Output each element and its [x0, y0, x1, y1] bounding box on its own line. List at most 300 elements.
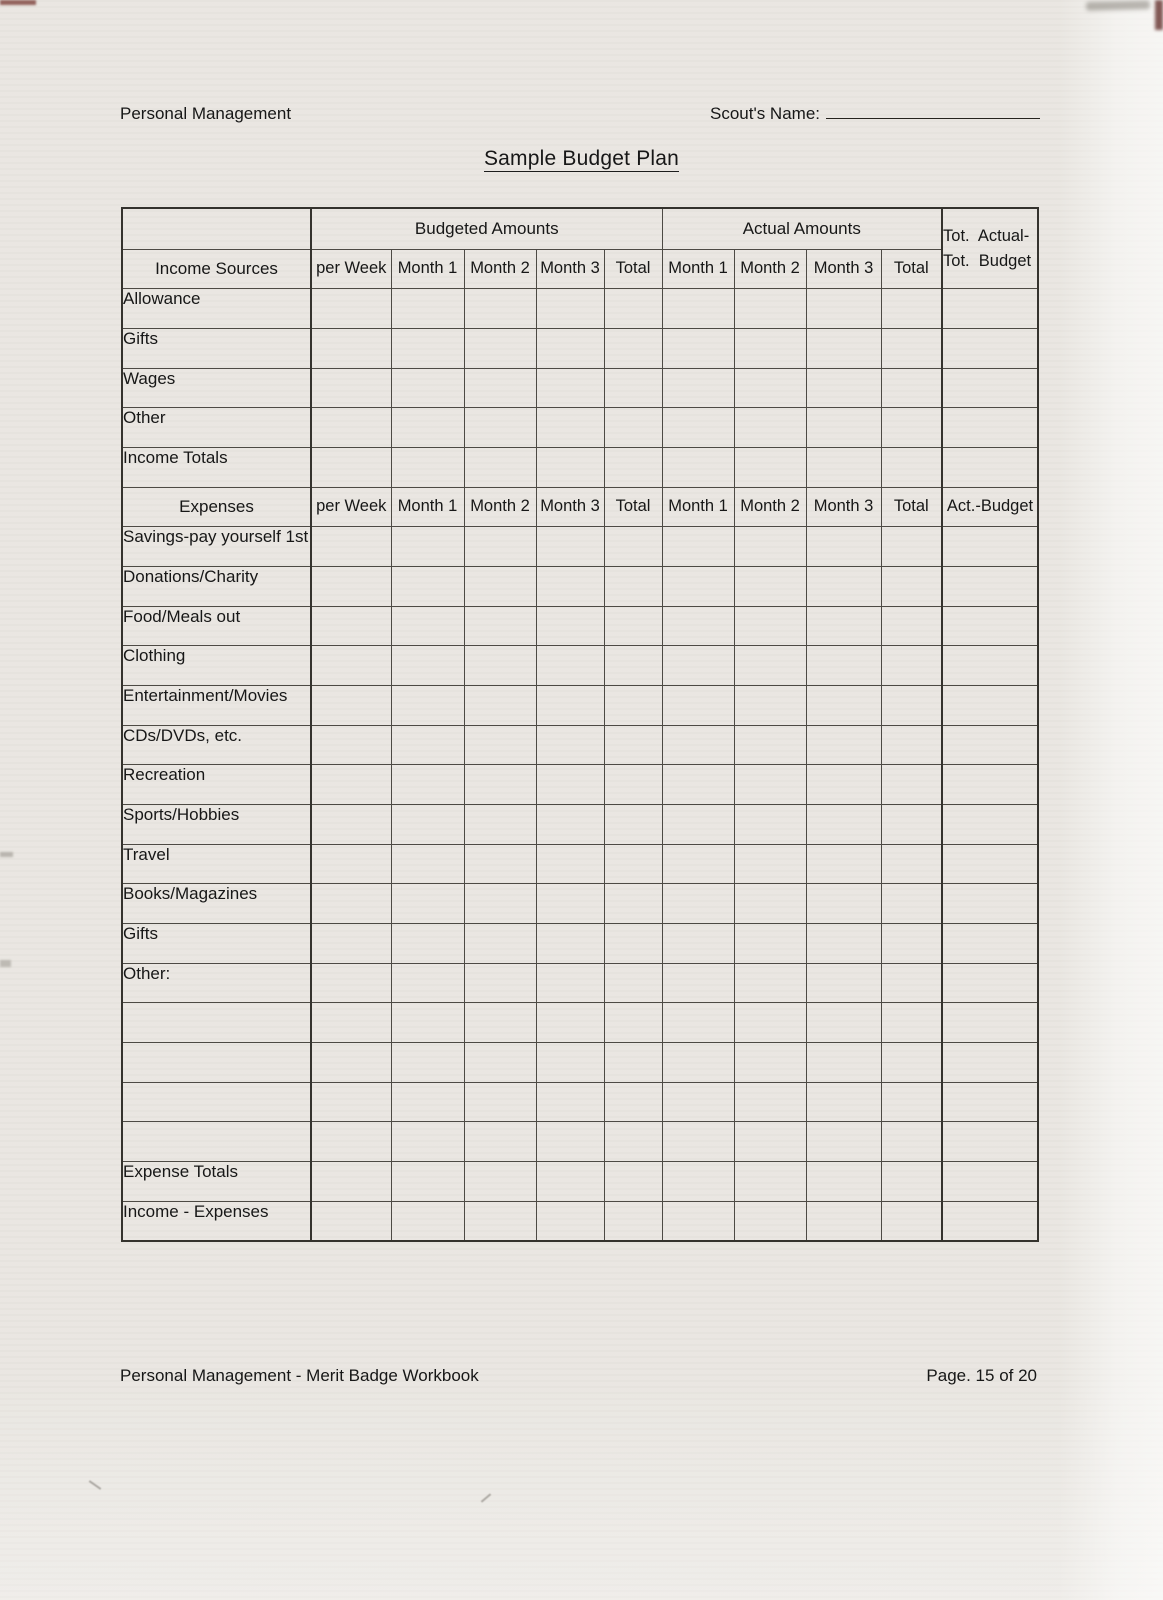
- grid-cell: [734, 1201, 806, 1241]
- row-label: Clothing: [122, 646, 311, 686]
- column-header: Total: [604, 249, 662, 289]
- grid-cell: [881, 368, 942, 408]
- grid-cell: [662, 765, 734, 805]
- doc-header-left: Personal Management: [120, 104, 292, 123]
- grid-cell: [536, 725, 604, 765]
- grid-cell: [536, 765, 604, 805]
- grid-cell: [662, 923, 734, 963]
- grid-cell: [391, 606, 464, 646]
- expense-row: [122, 963, 1038, 1003]
- grid-cell: [734, 328, 806, 368]
- grid-cell: [604, 1082, 662, 1122]
- doc-footer: [120, 1366, 1037, 1386]
- expense-row: [122, 884, 1038, 924]
- grid-cell: [536, 1003, 604, 1043]
- grid-cell: [391, 725, 464, 765]
- income-row: [122, 368, 1038, 408]
- grid-cell: [604, 1201, 662, 1241]
- scout-name-blank-line: [826, 105, 1040, 119]
- grid-cell: [464, 566, 536, 606]
- row-label-empty: [122, 1003, 311, 1043]
- grid-cell: [662, 804, 734, 844]
- grid-cell: [604, 685, 662, 725]
- grid-cell: [604, 1003, 662, 1043]
- diff-column-header: [942, 208, 1038, 289]
- income-row: [122, 408, 1038, 448]
- grid-cell: [942, 725, 1038, 765]
- group-header-budgeted: Budgeted Amounts: [311, 208, 662, 249]
- grid-cell: [464, 685, 536, 725]
- grid-cell: [881, 289, 942, 329]
- grid-cell: [662, 1042, 734, 1082]
- grid-cell: [734, 963, 806, 1003]
- grid-cell: [536, 368, 604, 408]
- grid-cell: [391, 566, 464, 606]
- grid-cell: [942, 566, 1038, 606]
- grid-cell: [734, 884, 806, 924]
- income-sources-header: Income Sources: [122, 249, 311, 289]
- grid-cell: [806, 804, 881, 844]
- column-header: Month 3: [806, 487, 881, 527]
- grid-cell: [604, 646, 662, 686]
- column-header: Month 1: [391, 487, 464, 527]
- row-label: Savings-pay yourself 1st: [122, 527, 311, 567]
- grid-cell: [536, 408, 604, 448]
- grid-cell: [881, 765, 942, 805]
- grid-cell: [662, 368, 734, 408]
- grid-cell: [662, 963, 734, 1003]
- grid-cell: [734, 804, 806, 844]
- grid-cell: [881, 606, 942, 646]
- grid-cell: [464, 606, 536, 646]
- grid-cell: [536, 884, 604, 924]
- grid-cell: [734, 646, 806, 686]
- corner-cell: [122, 208, 311, 249]
- budget-table: [121, 207, 1039, 1242]
- grid-cell: [464, 447, 536, 487]
- grid-cell: [536, 1122, 604, 1162]
- row-label: Entertainment/Movies: [122, 685, 311, 725]
- grid-cell: [464, 1042, 536, 1082]
- scan-mark-left-edge: [0, 960, 11, 967]
- column-header: Month 3: [536, 487, 604, 527]
- grid-cell: [464, 844, 536, 884]
- grid-cell: [311, 844, 391, 884]
- grid-cell: [464, 804, 536, 844]
- grid-cell: [662, 1201, 734, 1241]
- grid-cell: [536, 566, 604, 606]
- expense-row: [122, 606, 1038, 646]
- grid-cell: [942, 328, 1038, 368]
- grid-cell: [604, 1122, 662, 1162]
- grid-cell: [464, 884, 536, 924]
- grid-cell: [464, 646, 536, 686]
- footer-right: Page. 15 of 20: [926, 1366, 1037, 1385]
- grid-cell: [942, 527, 1038, 567]
- grid-cell: [881, 1082, 942, 1122]
- row-label-empty: [122, 1042, 311, 1082]
- grid-cell: [662, 685, 734, 725]
- grid-cell: [942, 289, 1038, 329]
- grid-cell: [464, 1082, 536, 1122]
- grid-cell: [391, 923, 464, 963]
- grid-cell: [311, 1003, 391, 1043]
- grid-cell: [734, 566, 806, 606]
- grid-cell: [806, 408, 881, 448]
- grid-cell: [942, 368, 1038, 408]
- grid-cell: [881, 328, 942, 368]
- grid-cell: [942, 447, 1038, 487]
- column-header: Month 1: [391, 249, 464, 289]
- grid-cell: [806, 646, 881, 686]
- grid-cell: [536, 1082, 604, 1122]
- scout-name-block: [710, 104, 1040, 124]
- grid-cell: [311, 289, 391, 329]
- expense-row: [122, 765, 1038, 805]
- grid-cell: [464, 368, 536, 408]
- column-header: Month 3: [536, 249, 604, 289]
- grid-cell: [942, 1161, 1038, 1201]
- expense-row: [122, 646, 1038, 686]
- grid-cell: [734, 725, 806, 765]
- blank-row: [122, 1003, 1038, 1043]
- grid-cell: [391, 646, 464, 686]
- grid-cell: [604, 408, 662, 448]
- grid-cell: [311, 923, 391, 963]
- grid-cell: [391, 1003, 464, 1043]
- grid-cell: [391, 765, 464, 805]
- grid-cell: [604, 804, 662, 844]
- grid-cell: [604, 368, 662, 408]
- column-header: Month 1: [662, 249, 734, 289]
- row-label: Other:: [122, 963, 311, 1003]
- scout-name-label: Scout's Name:: [709, 104, 820, 123]
- row-label: Sports/Hobbies: [122, 804, 311, 844]
- grid-cell: [662, 844, 734, 884]
- income-row: [122, 328, 1038, 368]
- expense-row: [122, 566, 1038, 606]
- row-label-empty: [122, 1122, 311, 1162]
- grid-cell: [604, 765, 662, 805]
- grid-cell: [806, 1122, 881, 1162]
- column-header: Total: [881, 249, 942, 289]
- expense-row: [122, 685, 1038, 725]
- grid-cell: [536, 606, 604, 646]
- column-header: per Week: [311, 487, 391, 527]
- grid-cell: [942, 884, 1038, 924]
- scan-mark-left-edge: [0, 852, 13, 857]
- grid-cell: [734, 1042, 806, 1082]
- grid-cell: [942, 1122, 1038, 1162]
- grid-cell: [536, 1201, 604, 1241]
- grid-cell: [662, 527, 734, 567]
- scan-smudge-top-right: [1086, 0, 1150, 11]
- expenses-header-row: [122, 487, 1038, 527]
- grid-cell: [464, 923, 536, 963]
- blank-row: [122, 1122, 1038, 1162]
- row-label: Travel: [122, 844, 311, 884]
- expense-row: [122, 804, 1038, 844]
- grid-cell: [391, 1082, 464, 1122]
- grid-cell: [604, 844, 662, 884]
- grid-cell: [311, 408, 391, 448]
- grid-cell: [391, 963, 464, 1003]
- grid-cell: [662, 884, 734, 924]
- grid-cell: [391, 368, 464, 408]
- grid-cell: [536, 685, 604, 725]
- grid-cell: [806, 765, 881, 805]
- row-label: CDs/DVDs, etc.: [122, 725, 311, 765]
- grid-cell: [391, 884, 464, 924]
- grid-cell: [662, 289, 734, 329]
- diff-header-line2: Tot. Budget: [943, 251, 1032, 270]
- grid-cell: [464, 725, 536, 765]
- group-header-row: [122, 208, 1038, 249]
- blank-row: [122, 1042, 1038, 1082]
- grid-cell: [662, 1161, 734, 1201]
- grid-cell: [734, 765, 806, 805]
- grid-cell: [881, 1161, 942, 1201]
- grid-cell: [806, 447, 881, 487]
- grid-cell: [734, 844, 806, 884]
- grid-cell: [806, 1042, 881, 1082]
- grid-cell: [391, 844, 464, 884]
- grid-cell: [881, 566, 942, 606]
- grid-cell: [536, 527, 604, 567]
- grid-cell: [311, 1161, 391, 1201]
- grid-cell: [311, 963, 391, 1003]
- grid-cell: [881, 1042, 942, 1082]
- grid-cell: [806, 606, 881, 646]
- row-label: Donations/Charity: [122, 566, 311, 606]
- grid-cell: [881, 527, 942, 567]
- diff-header-line1: Tot. Actual-: [943, 226, 1030, 245]
- scan-pencil-mark: [89, 1480, 102, 1490]
- grid-cell: [662, 447, 734, 487]
- grid-cell: [881, 884, 942, 924]
- grid-cell: [881, 1201, 942, 1241]
- expense-totals-row: [122, 1161, 1038, 1201]
- grid-cell: [662, 606, 734, 646]
- grid-cell: [391, 328, 464, 368]
- grid-cell: [464, 1201, 536, 1241]
- grid-cell: [604, 606, 662, 646]
- grid-cell: [881, 646, 942, 686]
- grid-cell: [806, 1161, 881, 1201]
- income-row: [122, 447, 1038, 487]
- grid-cell: [311, 447, 391, 487]
- grid-cell: [806, 328, 881, 368]
- grid-cell: [662, 1082, 734, 1122]
- grid-cell: [662, 408, 734, 448]
- grid-cell: [942, 923, 1038, 963]
- row-label: Food/Meals out: [122, 606, 311, 646]
- column-header: Month 2: [734, 487, 806, 527]
- grid-cell: [734, 1003, 806, 1043]
- row-label: Allowance: [122, 289, 311, 329]
- group-header-actual: Actual Amounts: [662, 208, 942, 249]
- grid-cell: [881, 804, 942, 844]
- grid-cell: [942, 844, 1038, 884]
- grid-cell: [806, 844, 881, 884]
- column-header: Act.-Budget: [942, 487, 1038, 527]
- grid-cell: [391, 289, 464, 329]
- grid-cell: [464, 1122, 536, 1162]
- grid-cell: [734, 527, 806, 567]
- grid-cell: [734, 606, 806, 646]
- grid-cell: [536, 447, 604, 487]
- grid-cell: [734, 1122, 806, 1162]
- grid-cell: [604, 923, 662, 963]
- grid-cell: [311, 328, 391, 368]
- grid-cell: [604, 1042, 662, 1082]
- grid-cell: [604, 527, 662, 567]
- grid-cell: [734, 368, 806, 408]
- scan-mark-corner: [1155, 0, 1163, 30]
- row-label: Books/Magazines: [122, 884, 311, 924]
- grid-cell: [806, 368, 881, 408]
- grid-cell: [942, 1201, 1038, 1241]
- grid-cell: [464, 1161, 536, 1201]
- grid-cell: [881, 844, 942, 884]
- grid-cell: [806, 884, 881, 924]
- income-row: [122, 289, 1038, 329]
- grid-cell: [942, 963, 1038, 1003]
- grid-cell: [806, 963, 881, 1003]
- grid-cell: [311, 1042, 391, 1082]
- page-title-wrap: [0, 147, 1163, 171]
- grid-cell: [311, 527, 391, 567]
- grid-cell: [536, 963, 604, 1003]
- grid-cell: [391, 685, 464, 725]
- expense-row: [122, 844, 1038, 884]
- grid-cell: [662, 1122, 734, 1162]
- grid-cell: [391, 447, 464, 487]
- grid-cell: [536, 289, 604, 329]
- grid-cell: [604, 328, 662, 368]
- grid-cell: [311, 1201, 391, 1241]
- grid-cell: [464, 408, 536, 448]
- grid-cell: [662, 1003, 734, 1043]
- grid-cell: [734, 1082, 806, 1122]
- grid-cell: [662, 646, 734, 686]
- row-label: Income Totals: [122, 447, 311, 487]
- expense-row: [122, 527, 1038, 567]
- grid-cell: [806, 566, 881, 606]
- row-label: Expense Totals: [122, 1161, 311, 1201]
- grid-cell: [942, 804, 1038, 844]
- row-label: Gifts: [122, 328, 311, 368]
- grid-cell: [604, 447, 662, 487]
- grid-cell: [536, 1161, 604, 1201]
- row-label: Income - Expenses: [122, 1201, 311, 1241]
- grid-cell: [311, 685, 391, 725]
- grid-cell: [734, 289, 806, 329]
- grid-cell: [604, 566, 662, 606]
- grid-cell: [806, 527, 881, 567]
- scan-pencil-mark: [481, 1493, 491, 1502]
- column-header: Month 2: [734, 249, 806, 289]
- grid-cell: [536, 328, 604, 368]
- grid-cell: [311, 804, 391, 844]
- grid-cell: [942, 646, 1038, 686]
- grid-cell: [391, 804, 464, 844]
- grid-cell: [806, 1082, 881, 1122]
- row-label: Wages: [122, 368, 311, 408]
- row-label: Recreation: [122, 765, 311, 805]
- grid-cell: [942, 408, 1038, 448]
- grid-cell: [391, 1201, 464, 1241]
- grid-cell: [311, 884, 391, 924]
- grid-cell: [942, 1003, 1038, 1043]
- grid-cell: [942, 685, 1038, 725]
- grid-cell: [806, 1201, 881, 1241]
- column-header: Month 2: [464, 249, 536, 289]
- grid-cell: [311, 566, 391, 606]
- income-columns-row: [122, 249, 1038, 289]
- grid-cell: [464, 289, 536, 329]
- column-header: Month 1: [662, 487, 734, 527]
- section-header: Expenses: [122, 487, 311, 527]
- grid-cell: [734, 685, 806, 725]
- grid-cell: [734, 923, 806, 963]
- grid-cell: [311, 725, 391, 765]
- grid-cell: [311, 368, 391, 408]
- column-header: Total: [881, 487, 942, 527]
- grid-cell: [881, 923, 942, 963]
- grid-cell: [806, 685, 881, 725]
- row-label: Gifts: [122, 923, 311, 963]
- page-title: Sample Budget Plan: [483, 147, 680, 170]
- grid-cell: [734, 447, 806, 487]
- row-label-empty: [122, 1082, 311, 1122]
- grid-cell: [662, 328, 734, 368]
- column-header: Total: [604, 487, 662, 527]
- grid-cell: [536, 804, 604, 844]
- column-header: Month 2: [464, 487, 536, 527]
- grid-cell: [604, 1161, 662, 1201]
- grid-cell: [536, 646, 604, 686]
- income-minus-expenses-row: [122, 1201, 1038, 1241]
- grid-cell: [464, 765, 536, 805]
- blank-row: [122, 1082, 1038, 1122]
- grid-cell: [881, 725, 942, 765]
- expense-row: [122, 923, 1038, 963]
- grid-cell: [734, 1161, 806, 1201]
- grid-cell: [881, 408, 942, 448]
- footer-left: Personal Management - Merit Badge Workbook: [120, 1366, 479, 1385]
- grid-cell: [311, 606, 391, 646]
- expense-row: [122, 725, 1038, 765]
- grid-cell: [464, 527, 536, 567]
- grid-cell: [881, 963, 942, 1003]
- grid-cell: [311, 765, 391, 805]
- grid-cell: [536, 844, 604, 884]
- grid-cell: [806, 1003, 881, 1043]
- grid-cell: [311, 1122, 391, 1162]
- grid-cell: [464, 1003, 536, 1043]
- column-header: per Week: [311, 249, 391, 289]
- grid-cell: [942, 1082, 1038, 1122]
- grid-cell: [881, 447, 942, 487]
- grid-cell: [806, 725, 881, 765]
- grid-cell: [536, 923, 604, 963]
- grid-cell: [311, 1082, 391, 1122]
- grid-cell: [391, 1042, 464, 1082]
- grid-cell: [391, 1161, 464, 1201]
- grid-cell: [881, 685, 942, 725]
- grid-cell: [881, 1003, 942, 1043]
